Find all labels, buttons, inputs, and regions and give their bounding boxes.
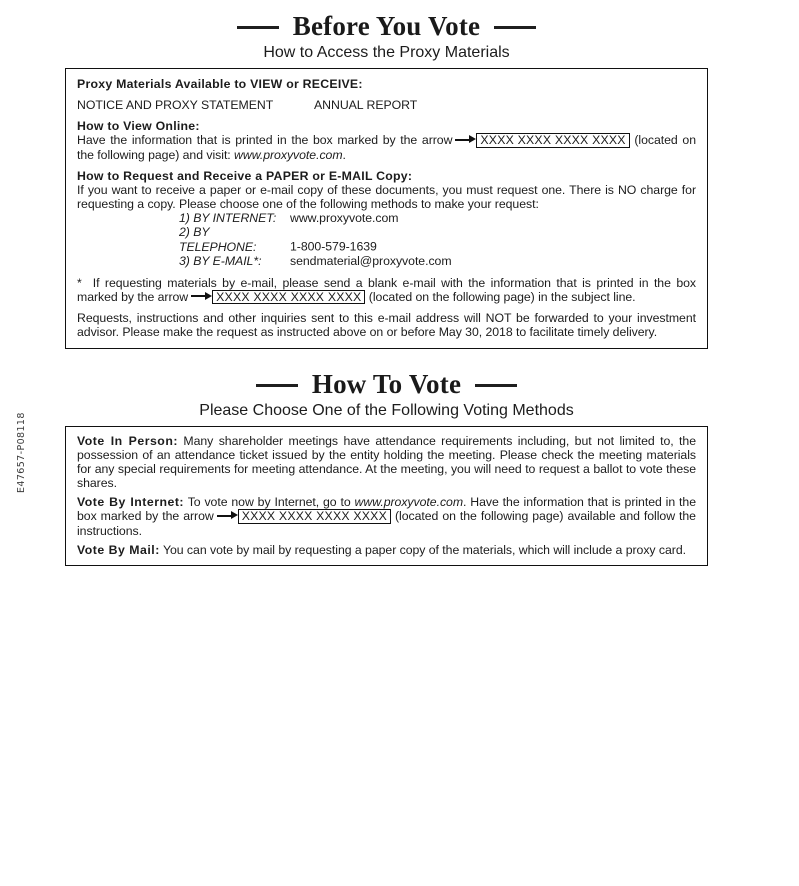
right-arrow-icon (191, 295, 207, 297)
control-number-box: XXXX XXXX XXXX XXXX (476, 133, 629, 148)
vote-by-internet-label: Vote By Internet: (77, 495, 185, 509)
control-number-box: XXXX XXXX XXXX XXXX (212, 290, 365, 305)
footnote-text-end: (located on the following page) in the subject line. (368, 289, 636, 304)
proxyvote-url: www.proxyvote.com (234, 147, 343, 162)
email-footnote-paragraph (77, 276, 696, 305)
vote-by-mail-label: Vote By Mail: (77, 542, 160, 557)
vote-by-internet-text-mid: . Have the information that is printed in the box marked by the arrow (77, 495, 696, 523)
vote-in-person-label: Vote In Person: (77, 434, 178, 448)
sentence-period: . (342, 147, 346, 162)
right-arrow-icon (455, 139, 471, 141)
footnote-text: If requesting materials by e-mail, please send a blank e-mail with the information that is printed in the box marked by the arrow (77, 275, 696, 304)
how-to-vote-header (65, 366, 708, 420)
vote-in-person-paragraph (77, 434, 696, 490)
view-online-paragraph (77, 133, 696, 162)
before-you-vote-header (65, 8, 708, 62)
title-dash-left (237, 26, 279, 29)
method-email (179, 254, 696, 269)
section2-subtitle: Please Choose One of the Following Voting Methods (199, 402, 574, 419)
method-email-value: sendmaterial@proxyvote.com (290, 254, 452, 268)
view-online-text: Have the information that is printed in the box marked by the arrow (77, 133, 453, 147)
document-item-annual-report: ANNUAL REPORT (314, 98, 418, 112)
vote-by-internet-paragraph (77, 495, 696, 538)
materials-heading: Proxy Materials Available to VIEW or RECEIVE: (77, 77, 363, 91)
closing-paragraph: Requests, instructions and other inquiries sent to this e-mail address will NOT be forwarded to your investment advisor. Please make the request as instructed above on or before May 30, 2018 to facilitate timely delivery. (77, 311, 696, 339)
vote-by-mail-text: You can vote by mail by requesting a paper copy of the materials, which will include a proxy card. (162, 542, 686, 557)
proxyvote-url: www.proxyvote.com (354, 495, 464, 509)
section1-subtitle: How to Access the Proxy Materials (263, 44, 510, 61)
method-email-label: 3) BY E-MAIL*: (179, 254, 262, 268)
section1-title: Before You Vote (292, 10, 481, 41)
document-item-notice: NOTICE AND PROXY STATEMENT (77, 98, 274, 112)
title-dash-left (256, 384, 298, 387)
section1-title-row (65, 8, 708, 44)
title-dash-right (475, 384, 517, 387)
vote-by-internet-text-end: (located on the following page) available and follow the instructions. (77, 509, 696, 538)
vote-by-mail-paragraph (77, 543, 696, 557)
method-internet-value: www.proxyvote.com (290, 210, 399, 225)
view-online-heading: How to View Online: (77, 119, 200, 133)
method-internet (179, 211, 696, 226)
section2-title: How To Vote (311, 368, 462, 399)
view-online-text-mid: (located on the following page) and visit: (77, 133, 696, 162)
vote-by-internet-text: To vote now by Internet, go to (187, 495, 351, 509)
voting-methods-box (65, 426, 708, 566)
method-telephone-value: 1-800-579-1639 (290, 239, 377, 254)
method-telephone (179, 225, 696, 254)
section2-title-row (65, 366, 708, 402)
vote-in-person-text: Many shareholder meetings have attendance requirements including, but not limited to, the possession of an attendance ticket issued by the entity holding the meeting. Please check the meeting materials for any special requirements for meeting attendance. At the meeting, you will need to request a ballot to vote these shares. (77, 434, 696, 490)
document-content (65, 8, 708, 566)
request-intro-paragraph: If you want to receive a paper or e-mail copy of these documents, you must request one. There is NO charge for requesting a copy. Please choose one of the following methods to make your request: (77, 182, 696, 211)
proxy-materials-box (65, 68, 708, 349)
document-list (77, 98, 696, 112)
right-arrow-icon (217, 515, 233, 517)
method-telephone-label: 2) BY TELEPHONE: (179, 225, 257, 254)
control-number-box: XXXX XXXX XXXX XXXX (238, 509, 391, 524)
method-internet-label: 1) BY INTERNET: (179, 210, 277, 225)
footnote-asterisk: * (77, 275, 82, 290)
title-dash-right (494, 26, 536, 29)
request-methods-list (179, 211, 696, 269)
request-copy-heading: How to Request and Receive a PAPER or E-MAIL Copy: (77, 168, 413, 183)
print-job-code: E47657-P08118 (16, 412, 27, 493)
